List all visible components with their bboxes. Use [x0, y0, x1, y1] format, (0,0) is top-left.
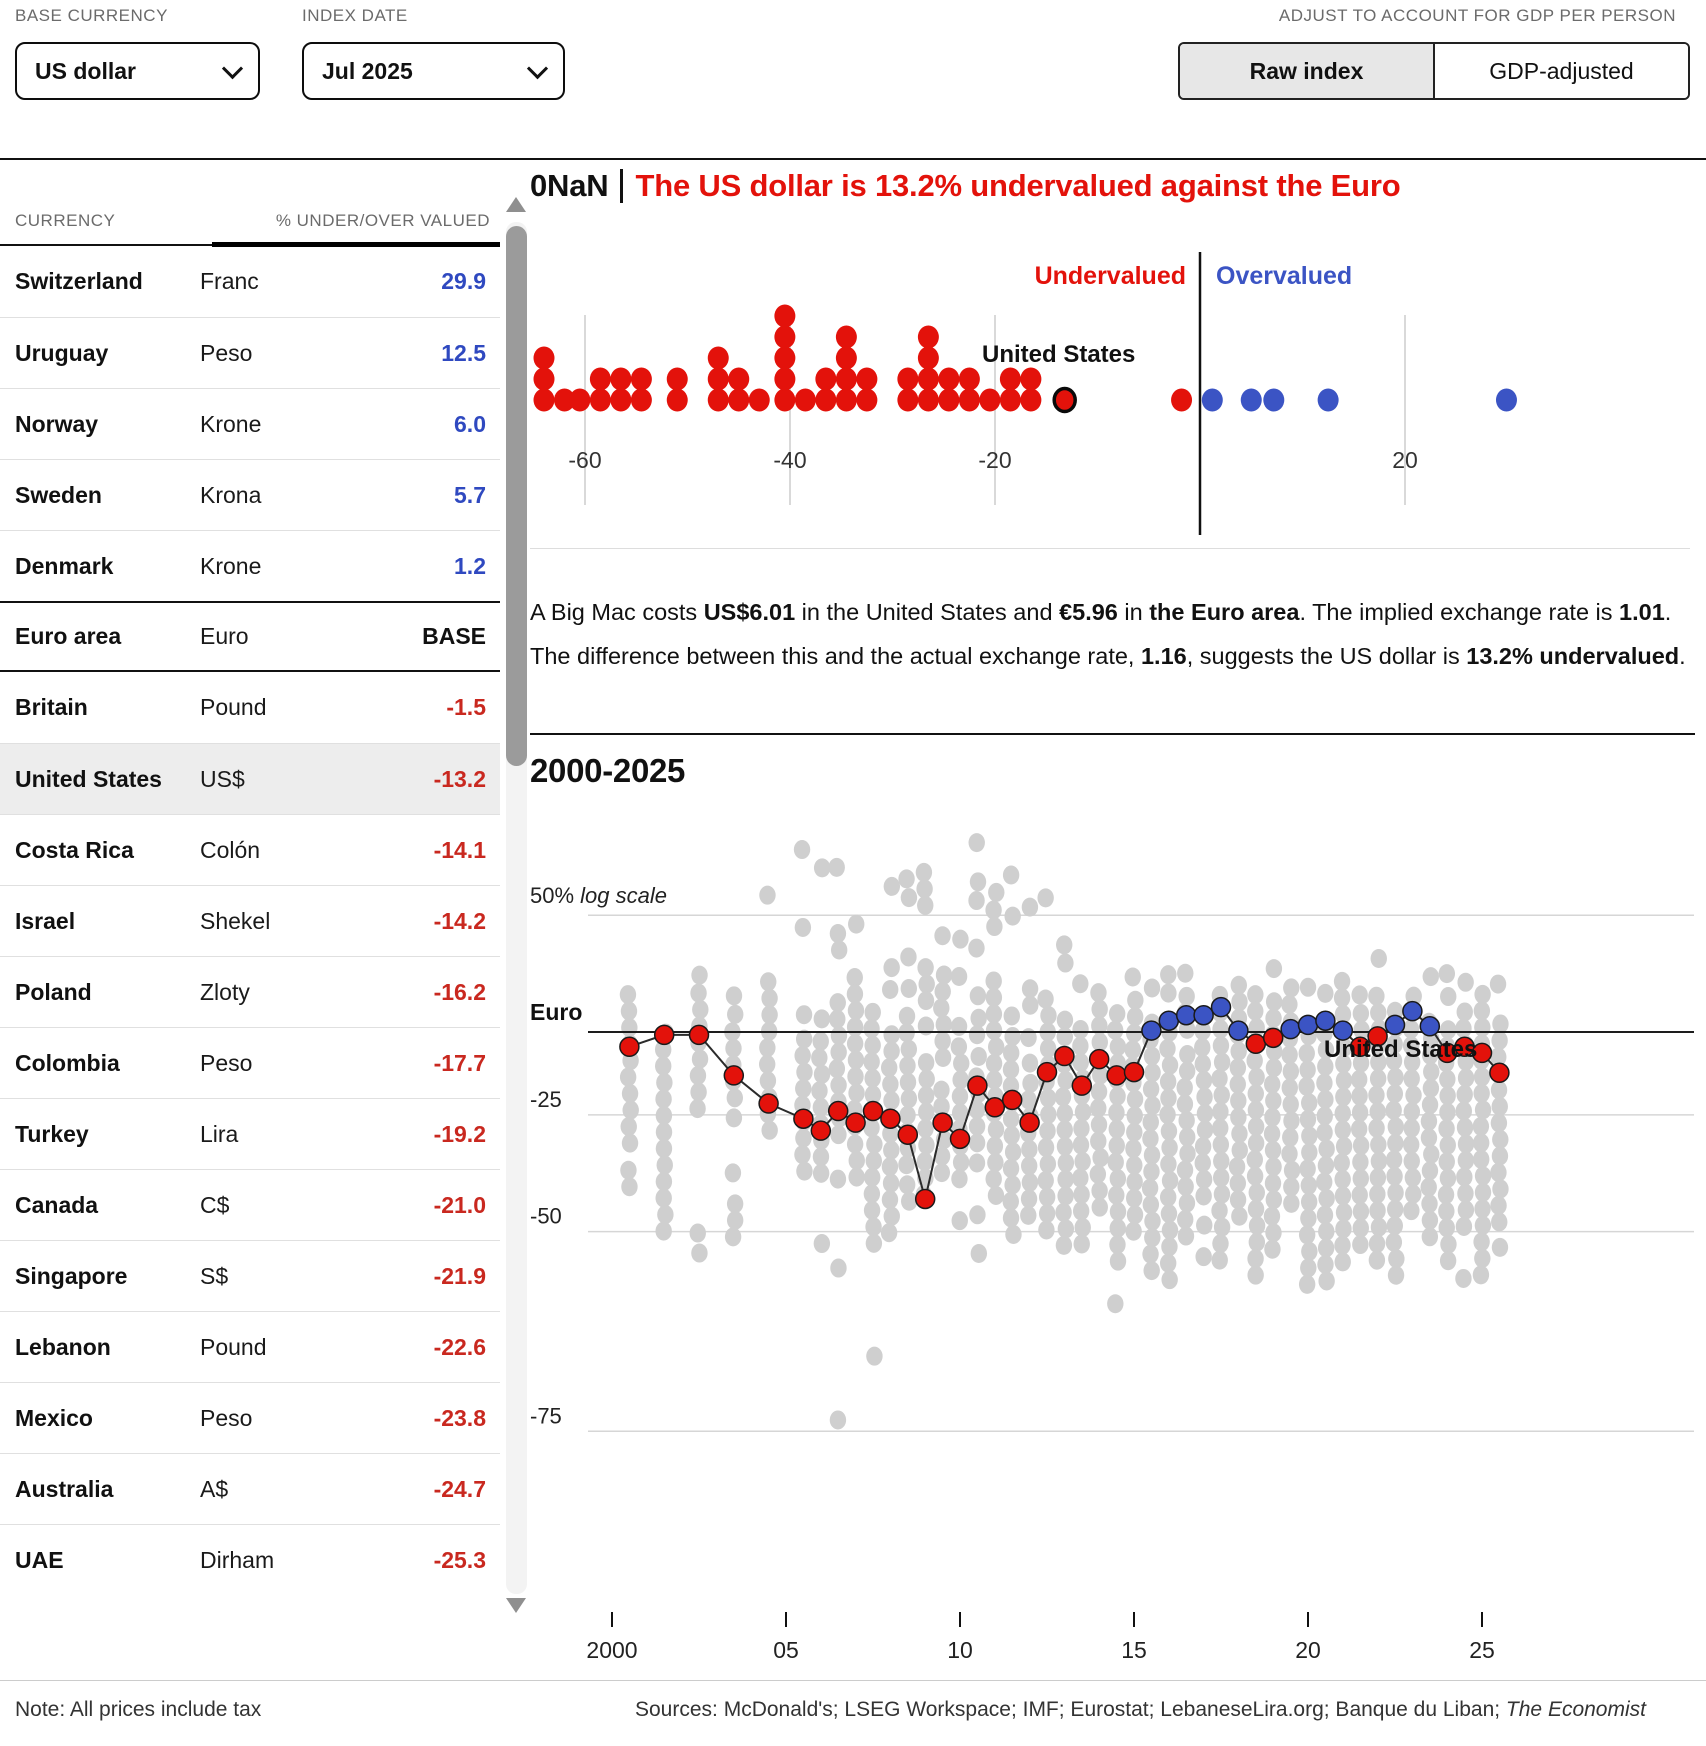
- currency-name: Krona: [200, 481, 262, 508]
- valuation-value: 6.0: [454, 410, 486, 437]
- currency-name: Krone: [200, 552, 262, 579]
- currency-name: A$: [200, 1475, 229, 1502]
- column-header-valuation[interactable]: % UNDER/OVER VALUED: [275, 211, 490, 230]
- currency-name: Dirham: [200, 1546, 275, 1573]
- chevron-down-icon: [527, 58, 548, 79]
- footer-sources: [635, 1698, 1646, 1722]
- explainer-paragraph: A Big Mac costs US$6.01 in the United States and €5.96 in the Euro area. The implied exchange rate is 1.01. The difference between this and the actual exchange rate, 1.16, suggests the US dollar is 13.2% undervalued.: [530, 598, 1686, 669]
- table-row-australia[interactable]: [0, 1453, 500, 1524]
- table-row-mexico[interactable]: [0, 1382, 500, 1453]
- valuation-value: -25.3: [433, 1546, 486, 1573]
- svg-text:05: 05: [773, 1637, 799, 1663]
- country-name: Lebanon: [15, 1333, 111, 1360]
- valuation-value: -19.2: [433, 1120, 486, 1147]
- table-row-britain[interactable]: [0, 672, 500, 743]
- valuation-value: -16.2: [433, 978, 486, 1005]
- table-row-israel[interactable]: [0, 885, 500, 956]
- adjust-toggle: [1178, 42, 1690, 100]
- svg-text:25: 25: [1469, 1637, 1495, 1663]
- svg-text:50% log scale: 50% log scale: [530, 883, 667, 909]
- valuation-value: -21.0: [433, 1191, 486, 1218]
- base-currency-label: BASE CURRENCY: [15, 6, 168, 25]
- headline-prefix: 0NaN: [530, 168, 609, 203]
- currency-name: Euro: [200, 623, 249, 649]
- currency-table: [0, 196, 500, 1595]
- country-name: Australia: [15, 1475, 114, 1502]
- footer-divider: [0, 1680, 1706, 1681]
- table-row-sweden[interactable]: [0, 459, 500, 530]
- currency-name: Pound: [200, 1333, 267, 1360]
- base-currency-select[interactable]: [15, 42, 260, 100]
- svg-text:-40: -40: [773, 447, 807, 473]
- table-row-costa-rica[interactable]: [0, 814, 500, 885]
- svg-text:-20: -20: [978, 447, 1012, 473]
- country-name: Canada: [15, 1191, 99, 1218]
- table-row-turkey[interactable]: [0, 1098, 500, 1169]
- table-row-euro-area[interactable]: [0, 601, 500, 672]
- country-name: Mexico: [15, 1404, 93, 1431]
- country-name: Uruguay: [15, 339, 109, 366]
- currency-name: Pound: [200, 694, 267, 720]
- beeswarm-chart: [520, 238, 1706, 548]
- country-name: Norway: [15, 410, 99, 437]
- header-underline-active: [212, 242, 500, 247]
- table-header: [0, 196, 500, 246]
- country-name: Israel: [15, 907, 76, 934]
- country-name: United States: [15, 765, 162, 792]
- currency-name: Lira: [200, 1120, 239, 1147]
- table-row-lebanon[interactable]: [0, 1311, 500, 1382]
- currency-name: US$: [200, 765, 245, 792]
- svg-text:Euro: Euro: [530, 999, 583, 1025]
- currency-name: Peso: [200, 1404, 253, 1431]
- valuation-value: -21.9: [433, 1262, 486, 1289]
- table-row-denmark[interactable]: [0, 530, 500, 601]
- headline-text: The US dollar is 13.2% undervalued against the Euro: [635, 168, 1401, 203]
- headline: [530, 168, 1400, 204]
- valuation-value: -24.7: [433, 1475, 486, 1502]
- footer-note: Note: All prices include tax: [15, 1698, 262, 1721]
- currency-name: Peso: [200, 339, 253, 366]
- index-date-label: INDEX DATE: [302, 6, 408, 25]
- country-name: Britain: [15, 694, 88, 720]
- valuation-value: 29.9: [441, 268, 486, 294]
- country-name: UAE: [15, 1546, 64, 1573]
- table-body: [0, 246, 500, 1595]
- table-row-poland[interactable]: [0, 956, 500, 1027]
- valuation-value: -13.2: [433, 765, 486, 792]
- table-row-singapore[interactable]: [0, 1240, 500, 1311]
- svg-text:United States: United States: [1324, 1035, 1478, 1063]
- country-name: Switzerland: [15, 268, 143, 294]
- chevron-down-icon: [222, 58, 243, 79]
- currency-name: Zloty: [200, 978, 250, 1005]
- table-row-canada[interactable]: [0, 1169, 500, 1240]
- country-name: Colombia: [15, 1049, 120, 1076]
- currency-name: Franc: [200, 268, 259, 294]
- svg-text:20: 20: [1392, 447, 1418, 473]
- table-row-colombia[interactable]: [0, 1027, 500, 1098]
- table-row-switzerland[interactable]: [0, 246, 500, 317]
- raw-index-button[interactable]: Raw index: [1180, 44, 1433, 98]
- valuation-value: -14.2: [433, 907, 486, 934]
- country-name: Sweden: [15, 481, 102, 508]
- currency-name: C$: [200, 1191, 230, 1218]
- country-name: Turkey: [15, 1120, 89, 1147]
- svg-text:-75: -75: [530, 1403, 562, 1429]
- currency-name: S$: [200, 1262, 229, 1289]
- country-name: Singapore: [15, 1262, 128, 1289]
- timeseries-chart: [520, 800, 1706, 1680]
- valuation-value: 5.7: [454, 481, 486, 508]
- valuation-value: -23.8: [433, 1404, 486, 1431]
- valuation-value: 1.2: [454, 552, 486, 579]
- adjust-label: ADJUST TO ACCOUNT FOR GDP PER PERSON: [1278, 6, 1676, 25]
- currency-name: Peso: [200, 1049, 253, 1076]
- header-underline: [0, 244, 212, 246]
- valuation-value: -14.1: [433, 836, 486, 863]
- sources-economist: The Economist: [1505, 1698, 1646, 1721]
- svg-text:15: 15: [1121, 1637, 1147, 1663]
- table-row-uruguay[interactable]: [0, 317, 500, 388]
- svg-text:-25: -25: [530, 1086, 562, 1112]
- currency-name: Shekel: [200, 907, 271, 934]
- column-header-currency[interactable]: CURRENCY: [15, 211, 116, 230]
- period-heading: 2000-2025: [530, 752, 686, 789]
- scroll-up-arrow-icon[interactable]: [506, 197, 526, 212]
- country-name: Denmark: [15, 552, 114, 579]
- svg-text:Undervalued: Undervalued: [1034, 262, 1186, 290]
- svg-text:United States: United States: [982, 341, 1136, 368]
- country-name: Costa Rica: [15, 836, 134, 863]
- valuation-value: -17.7: [433, 1049, 486, 1076]
- period-divider: [530, 733, 1695, 735]
- country-name: Euro area: [15, 623, 122, 649]
- svg-text:10: 10: [947, 1637, 973, 1663]
- valuation-value: 12.5: [441, 339, 486, 366]
- index-date-value: Jul 2025: [322, 57, 413, 84]
- gdp-adjusted-button[interactable]: GDP-adjusted: [1433, 44, 1688, 98]
- country-name: Poland: [15, 978, 92, 1005]
- svg-text:20: 20: [1295, 1637, 1321, 1663]
- valuation-value: -22.6: [433, 1333, 486, 1360]
- base-currency-value: US dollar: [35, 57, 136, 84]
- table-row-uae[interactable]: [0, 1524, 500, 1595]
- table-row-united-states[interactable]: [0, 743, 500, 814]
- currency-name: Krone: [200, 410, 262, 437]
- index-date-select[interactable]: [302, 42, 565, 100]
- svg-text:-50: -50: [530, 1203, 562, 1229]
- valuation-value: -1.5: [446, 694, 486, 720]
- svg-text:-60: -60: [568, 447, 602, 473]
- svg-text:2000: 2000: [586, 1637, 638, 1663]
- svg-text:Overvalued: Overvalued: [1216, 262, 1353, 290]
- sources-text: Sources: McDonald's; LSEG Workspace; IMF; Eurostat; LebaneseLira.org; Banque du Liban;: [635, 1698, 1506, 1721]
- header-divider: [0, 158, 1706, 160]
- currency-name: Colón: [200, 836, 261, 863]
- valuation-value: BASE: [422, 623, 486, 649]
- table-row-norway[interactable]: [0, 388, 500, 459]
- section-divider: [530, 548, 1690, 549]
- headline-divider: [620, 169, 623, 203]
